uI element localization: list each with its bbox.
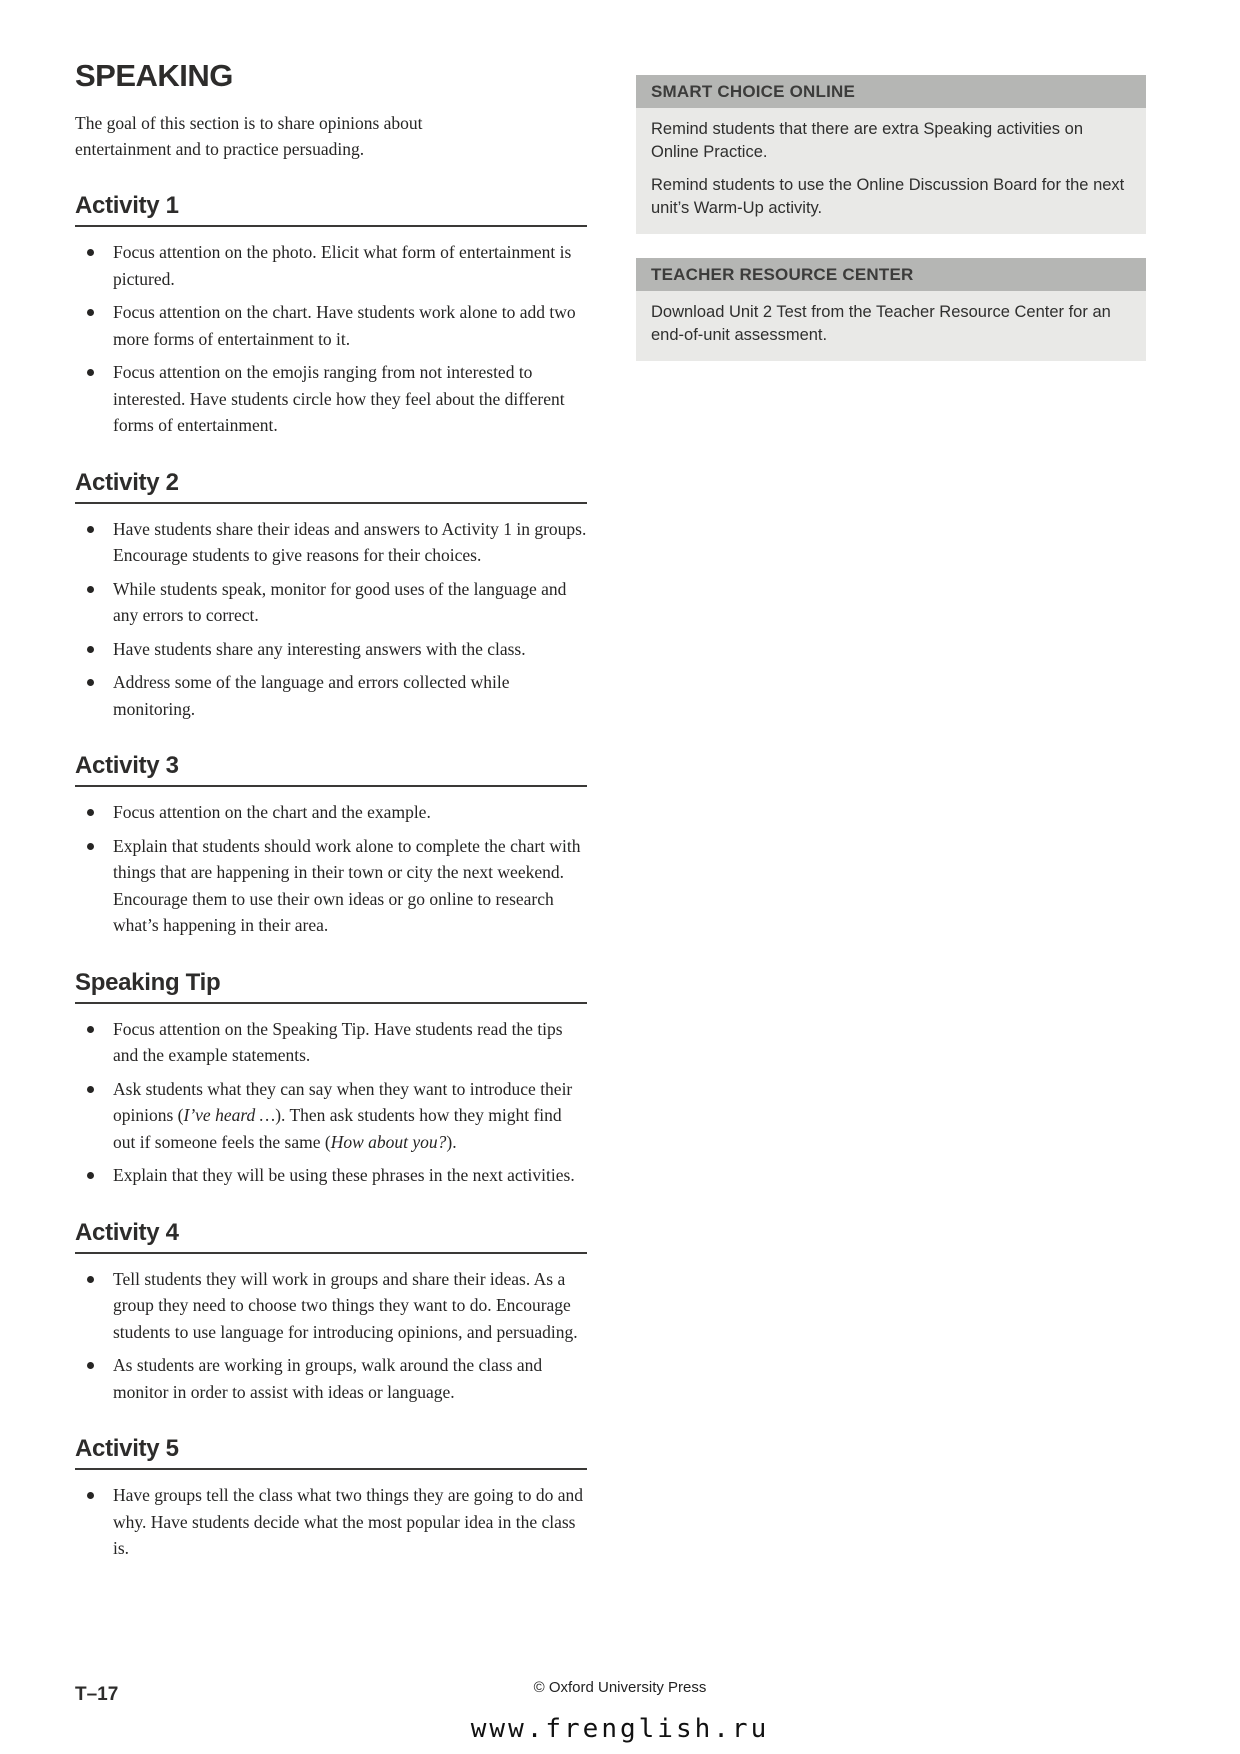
section-goal-text: The goal of this section is to share opinions about entertainment and to practice persuading. — [75, 113, 423, 159]
sidebar-boxes — [636, 75, 1146, 361]
bullet-list — [75, 1016, 587, 1189]
section-heading: Speaking Tip — [75, 969, 587, 1004]
info-box-paragraph: Remind students to use the Online Discussion Board for the next unit’s Warm-Up activity. — [651, 176, 1125, 217]
bullet-item: Focus attention on the photo. Elicit what form of entertainment is pictured. — [75, 239, 587, 292]
bullet-item: Have groups tell the class what two things they are going to do and why. Have students decide what the most popular idea in the class is. — [75, 1482, 587, 1562]
sidebar-column — [636, 75, 1146, 385]
bullet-item: Focus attention on the chart and the example. — [75, 799, 587, 826]
section-activity-1 — [75, 192, 587, 439]
info-box-header: TEACHER RESOURCE CENTER — [636, 258, 1146, 291]
section-activity-2 — [75, 469, 587, 723]
bullet-item: Explain that students should work alone to complete the chart with things that are happening in their town or city the next weekend. Encourage them to use their own ideas or go online to research what’s happening in their area. — [75, 833, 587, 939]
bullet-list — [75, 799, 587, 939]
bullet-item: Have students share any interesting answers with the class. — [75, 636, 587, 663]
footer-watermark: www.frenglish.ru — [470, 1714, 770, 1744]
bullet-item: While students speak, monitor for good uses of the language and any errors to correct. — [75, 576, 587, 629]
section-heading: Activity 3 — [75, 752, 587, 787]
info-box-body — [636, 108, 1146, 234]
info-box-paragraph: Download Unit 2 Test from the Teacher Resource Center for an end-of-unit assessment. — [651, 303, 1111, 344]
info-box-teacher-resource-center — [636, 258, 1146, 361]
bullet-item: Tell students they will work in groups and share their ideas. As a group they need to choose two things they want to do. Encourage students to use language for introducing opinions, and persuading. — [75, 1266, 587, 1346]
bullet-list — [75, 1482, 587, 1562]
page-title: SPEAKING — [75, 58, 233, 93]
footer-page-number: T–17 — [75, 1684, 119, 1705]
activity-sections — [75, 192, 587, 1562]
info-box-body — [636, 291, 1146, 361]
section-activity-3 — [75, 752, 587, 939]
section-heading: Activity 5 — [75, 1435, 587, 1470]
footer-copyright: © Oxford University Press — [533, 1679, 707, 1696]
bullet-item: As students are working in groups, walk around the class and monitor in order to assist with ideas or language. — [75, 1352, 587, 1405]
bullet-item: Have students share their ideas and answers to Activity 1 in groups. Encourage students to give reasons for their choices. — [75, 516, 587, 569]
section-heading: Activity 1 — [75, 192, 587, 227]
bullet-list — [75, 516, 587, 723]
bullet-list — [75, 239, 587, 439]
section-heading: Activity 2 — [75, 469, 587, 504]
bullet-item: Focus attention on the emojis ranging from not interested to interested. Have students circle how they feel about the different forms of entertainment. — [75, 359, 587, 439]
section-activity-4 — [75, 1219, 587, 1406]
left-column — [75, 58, 587, 1569]
section-activity-5 — [75, 1435, 587, 1562]
section-heading: Activity 4 — [75, 1219, 587, 1254]
bullet-list — [75, 1266, 587, 1406]
info-box-paragraph: Remind students that there are extra Speaking activities on Online Practice. — [651, 120, 1083, 161]
bullet-item: Focus attention on the chart. Have students work alone to add two more forms of entertainment to it. — [75, 299, 587, 352]
info-box-smart-choice-online — [636, 75, 1146, 234]
bullet-item: Focus attention on the Speaking Tip. Have students read the tips and the example statements. — [75, 1016, 587, 1069]
section-speaking-tip — [75, 969, 587, 1189]
info-box-header: SMART CHOICE ONLINE — [636, 75, 1146, 108]
bullet-item: Explain that they will be using these phrases in the next activities. — [75, 1162, 587, 1189]
bullet-item: Address some of the language and errors collected while monitoring. — [75, 669, 587, 722]
bullet-item: Ask students what they can say when they want to introduce their opinions (I’ve heard …). Then ask students how they might find out if someone feels the same (How about you?). — [75, 1076, 587, 1156]
